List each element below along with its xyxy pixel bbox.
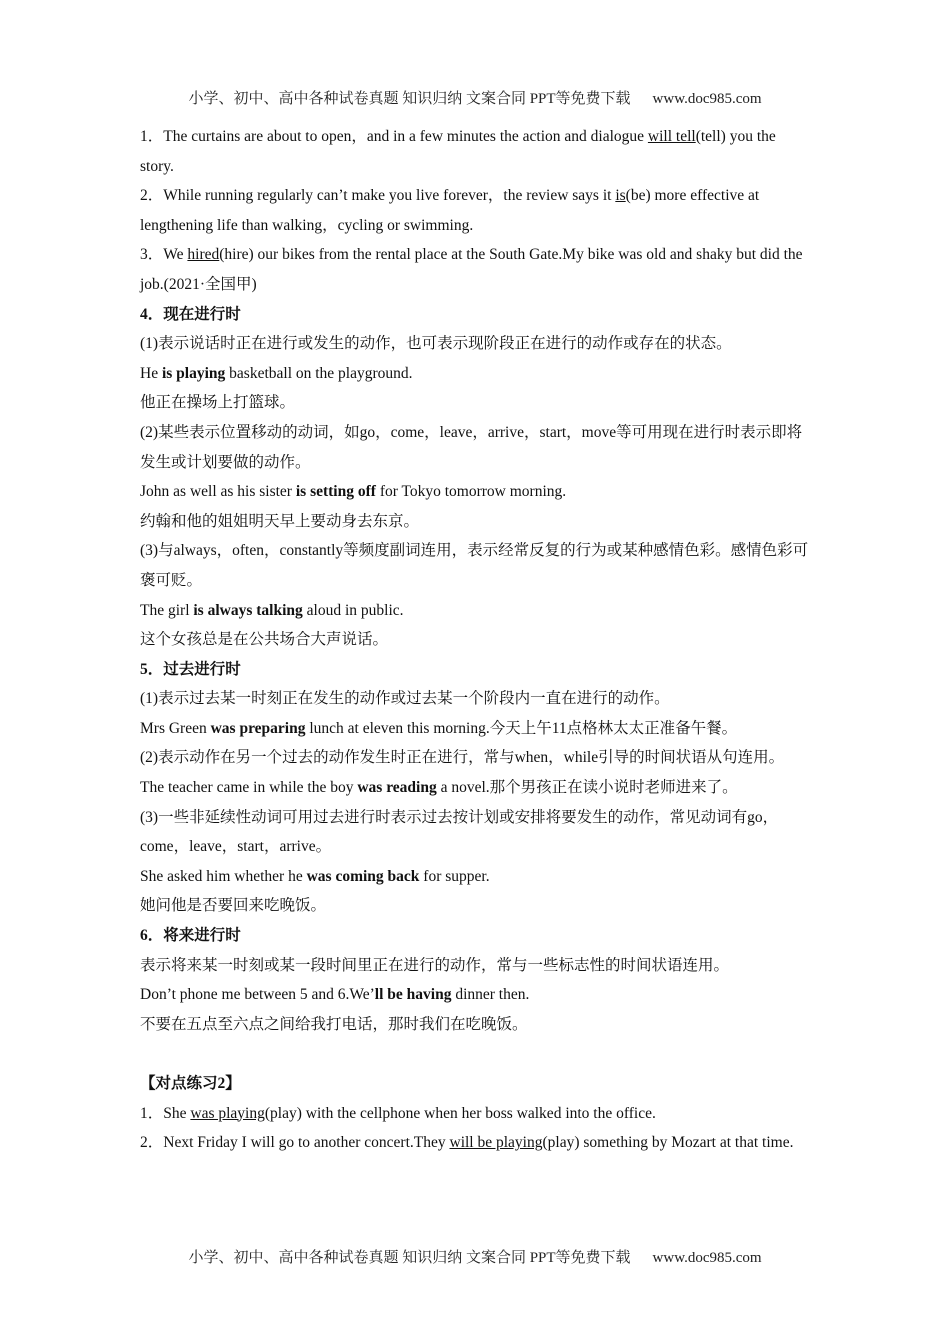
answer-blank: is — [615, 187, 626, 205]
example-sentence: Don’t phone me between 5 and 6.We’ll be having dinner then. — [140, 986, 530, 1004]
translation: 不要在五点至六点之间给我打电话，那时我们在吃晚饭。 — [140, 1015, 528, 1033]
example-sentence: He is playing basketball on the playground. — [140, 364, 413, 382]
answer-blank: hired — [187, 246, 220, 264]
rule-text: (1)表示过去某一时刻正在发生的动作或过去某一个阶段内一直在进行的动作。 — [140, 690, 670, 708]
practice-2-question-1: 1．She was playing(play) with the cellphone when her boss walked into the office. — [140, 1104, 656, 1122]
page-footer — [0, 1246, 950, 1267]
example-sentence: The girl is always talking aloud in public. — [140, 601, 404, 619]
highlighted-verb: ll be having — [374, 986, 452, 1004]
highlighted-verb: is playing — [161, 364, 226, 382]
exercise-1-question-3: 3．We hired(hire) our bikes from the rental place at the South Gate.My bike was old and shaky but did the job.(2021·全国甲) — [140, 246, 803, 293]
section-5-heading: 5．过去进行时 — [140, 660, 241, 678]
highlighted-verb: was reading — [357, 779, 437, 797]
example-sentence: John as well as his sister is setting off for Tokyo tomorrow morning. — [140, 483, 567, 501]
highlighted-verb: is always talking — [193, 601, 303, 619]
translation: 他正在操场上打篮球。 — [140, 394, 296, 412]
highlighted-verb: was preparing — [210, 719, 306, 737]
translation: 约翰和他的姐姐明天早上要动身去东京。 — [140, 512, 420, 530]
footer-text: 小学、初中、高中各种试卷真题 知识归纳 文案合同 PPT等免费下载 — [188, 1250, 631, 1266]
document-body — [140, 122, 812, 1158]
exercise-1-question-2: 2．While running regularly can’t make you live forever，the review says it is(be) more effective at lengthening life than walking，cycling or swimming. — [140, 187, 760, 234]
example-sentence: The teacher came in while the boy was reading a novel.那个男孩正在读小说时老师进来了。 — [140, 779, 738, 797]
rule-text: (3)一些非延续性动词可用过去进行时表示过去按计划或安排将要发生的动作，常见动词有go，come，leave，start，arrive。 — [140, 808, 779, 856]
translation: 她问他是否要回来吃晚饭。 — [140, 897, 327, 915]
practice-2-heading: 【对点练习2】 — [140, 1075, 241, 1092]
highlighted-verb: is setting off — [295, 483, 376, 501]
footer-site[interactable]: www.doc985.com — [652, 1250, 762, 1266]
rule-text: (1)表示说话时正在进行或发生的动作，也可表示现阶段正在进行的动作或存在的状态。 — [140, 335, 732, 353]
header-site[interactable]: www.doc985.com — [652, 91, 762, 107]
spacer — [140, 1039, 812, 1069]
translation: 这个女孩总是在公共场合大声说话。 — [140, 631, 389, 649]
rule-text: 表示将来某一时刻或某一段时间里正在进行的动作，常与一些标志性的时间状语连用。 — [140, 956, 730, 974]
highlighted-verb: was coming back — [306, 867, 420, 885]
header-text: 小学、初中、高中各种试卷真题 知识归纳 文案合同 PPT等免费下载 — [188, 91, 631, 107]
page-header — [0, 87, 950, 108]
rule-text: (3)与always，often，constantly等频度副词连用，表示经常反复的行为或某种感情色彩。感情色彩可褒可贬。 — [140, 542, 809, 589]
section-4-heading: 4．现在进行时 — [140, 305, 241, 323]
example-sentence: She asked him whether he was coming back for supper. — [140, 867, 490, 885]
answer-blank: will tell — [647, 128, 696, 145]
answer-blank: will be playing — [449, 1134, 543, 1152]
rule-text: (2)表示动作在另一个过去的动作发生时正在进行，常与when，while引导的时间状语从句连用。 — [140, 749, 785, 767]
rule-text: (2)某些表示位置移动的动词，如go，come，leave，arrive，start，move等可用现在进行时表示即将发生或计划要做的动作。 — [140, 423, 803, 471]
practice-2-question-2: 2．Next Friday I will go to another concert.They will be playing(play) something by Mozart at that time. — [140, 1134, 794, 1152]
exercise-1-question-1: 1．The curtains are about to open，and in a few minutes the action and dialogue will tell(tell) you the story. — [140, 128, 776, 175]
example-sentence: Mrs Green was preparing lunch at eleven this morning.今天上午11点格林太太正准备午餐。 — [140, 719, 738, 737]
section-6-heading: 6．将来进行时 — [140, 927, 241, 945]
answer-blank: was playing — [190, 1104, 265, 1122]
